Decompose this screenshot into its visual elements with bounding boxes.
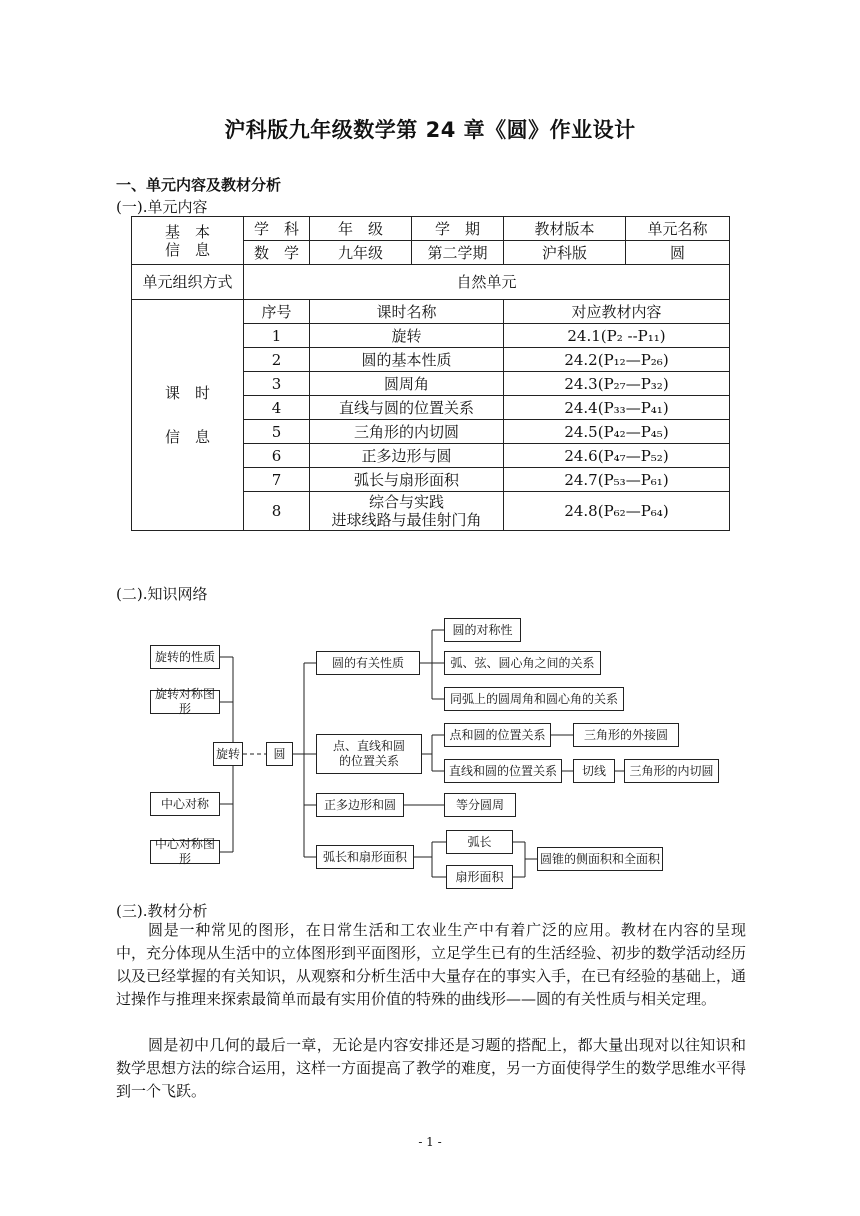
node-circle: 圆 [266, 742, 293, 766]
node-equal-division: 等分圆周 [444, 793, 516, 817]
lesson-content: 24.8(P₆₂—P₆₄) [504, 492, 730, 531]
lesson-name: 旋转 [310, 324, 504, 348]
node-line-circle: 直线和圆的位置关系 [444, 759, 562, 783]
lesson-content: 24.7(P₅₃—P₆₁) [504, 468, 730, 492]
document-title: 沪科版九年级数学第 24 章《圆》作业设计 [224, 118, 636, 142]
subsection-unit-content: (一).单元内容 [116, 198, 208, 216]
node-sector-area: 扇形面积 [446, 865, 513, 889]
node-regular-polygon: 正多边形和圆 [316, 793, 404, 817]
lesson-no: 3 [244, 372, 310, 396]
lesson-name: 直线与圆的位置关系 [310, 396, 504, 420]
node-arc-length: 弧长 [446, 830, 513, 854]
section-heading: 一、单元内容及教材分析 [116, 176, 282, 194]
org-value: 自然单元 [244, 265, 730, 300]
lesson-header-no: 序号 [244, 300, 310, 324]
lesson-content: 24.2(P₁₂—P₂₆) [504, 348, 730, 372]
lesson-header-name: 课时名称 [310, 300, 504, 324]
value-edition: 沪科版 [504, 241, 626, 265]
lesson-header-content: 对应教材内容 [504, 300, 730, 324]
value-term: 第二学期 [412, 241, 504, 265]
analysis-paragraph-1: 圆是一种常见的图形，在日常生活和工农业生产中有着广泛的应用。教材在内容的呈现中，充分体现从生活中的立体图形到平面图形，立足学生已有的生活经验、初步的数学活动经历以及已经掌握的有关知识，从观察和分析生活中大量存在的事实入手，在已有经验的基础上，通过操作与推理来探索最简单而最有实用价值的特殊的曲线形——圆的有关性质与相关定理。 [116, 921, 747, 1008]
lesson-info-label-line2: 信 息 [164, 428, 210, 446]
lesson-content: 24.4(P₃₃—P₄₁) [504, 396, 730, 420]
subsection-textbook-analysis: (三).教材分析 [116, 902, 208, 920]
lesson-name: 圆周角 [310, 372, 504, 396]
node-centrally-symmetric-figure: 中心对称图形 [150, 840, 220, 864]
node-incircle: 三角形的内切圆 [624, 759, 719, 783]
node-arc-chord-angle: 弧、弦、圆心角之间的关系 [444, 651, 601, 675]
lesson-content: 24.6(P₄₇—P₅₂) [504, 444, 730, 468]
lesson-no: 1 [244, 324, 310, 348]
lesson-content: 24.5(P₄₂—P₄₅) [504, 420, 730, 444]
node-circumcircle: 三角形的外接圆 [573, 723, 679, 747]
node-rotation-properties: 旋转的性质 [150, 645, 220, 669]
lesson-content: 24.1(P₂ --P₁₁) [504, 324, 730, 348]
lesson-name-line1: 综合与实践 [368, 493, 444, 511]
node-circle-properties: 圆的有关性质 [316, 651, 420, 675]
node-tangent: 切线 [573, 759, 615, 783]
org-label: 单元组织方式 [132, 265, 244, 300]
lesson-name: 三角形的内切圆 [310, 420, 504, 444]
node-circle-symmetry: 圆的对称性 [444, 618, 521, 642]
header-subject: 学 科 [244, 217, 310, 241]
node-point-circle: 点和圆的位置关系 [444, 723, 551, 747]
lesson-name: 弧长与扇形面积 [310, 468, 504, 492]
lesson-name-line2: 进球线路与最佳射门角 [331, 511, 482, 529]
header-edition: 教材版本 [504, 217, 626, 241]
page-number: - 1 - [418, 1135, 442, 1149]
lesson-content: 24.3(P₂₇—P₃₂) [504, 372, 730, 396]
header-unit-name: 单元名称 [626, 217, 730, 241]
node-positional-relations-line1: 点、直线和圆 [332, 739, 405, 753]
lesson-name: 圆的基本性质 [310, 348, 504, 372]
lesson-name: 正多边形与圆 [310, 444, 504, 468]
node-positional-relations-line2: 的位置关系 [338, 754, 399, 768]
node-positional-relations [316, 734, 422, 774]
value-grade: 九年级 [310, 241, 412, 265]
node-central-symmetry: 中心对称 [150, 792, 220, 816]
lesson-no: 6 [244, 444, 310, 468]
basic-info-label-line2: 信 息 [164, 240, 210, 259]
node-arc-sector: 弧长和扇形面积 [316, 845, 414, 869]
lesson-no: 2 [244, 348, 310, 372]
lesson-info-label-line1: 课 时 [164, 384, 210, 402]
value-unit-name: 圆 [626, 241, 730, 265]
header-grade: 年 级 [310, 217, 412, 241]
node-cone-area: 圆锥的侧面积和全面积 [537, 847, 663, 871]
lesson-no: 7 [244, 468, 310, 492]
value-subject: 数 学 [244, 241, 310, 265]
header-term: 学 期 [412, 217, 504, 241]
analysis-paragraph-2: 圆是初中几何的最后一章，无论是内容安排还是习题的搭配上，都大量出现对以往知识和数学思想方法的综合运用，这样一方面提高了教学的难度，另一方面使得学生的数学思维水平得到一个飞跃。 [116, 1036, 747, 1100]
lesson-no: 5 [244, 420, 310, 444]
basic-info-label-line1: 基 本 [164, 222, 210, 241]
node-rotation: 旋转 [213, 742, 243, 766]
lesson-no: 8 [244, 492, 310, 531]
lesson-no: 4 [244, 396, 310, 420]
node-inscribed-central-angle: 同弧上的圆周角和圆心角的关系 [444, 687, 624, 711]
subsection-knowledge-network: (二).知识网络 [116, 585, 208, 603]
node-rotational-symmetry: 旋转对称图形 [150, 690, 220, 714]
